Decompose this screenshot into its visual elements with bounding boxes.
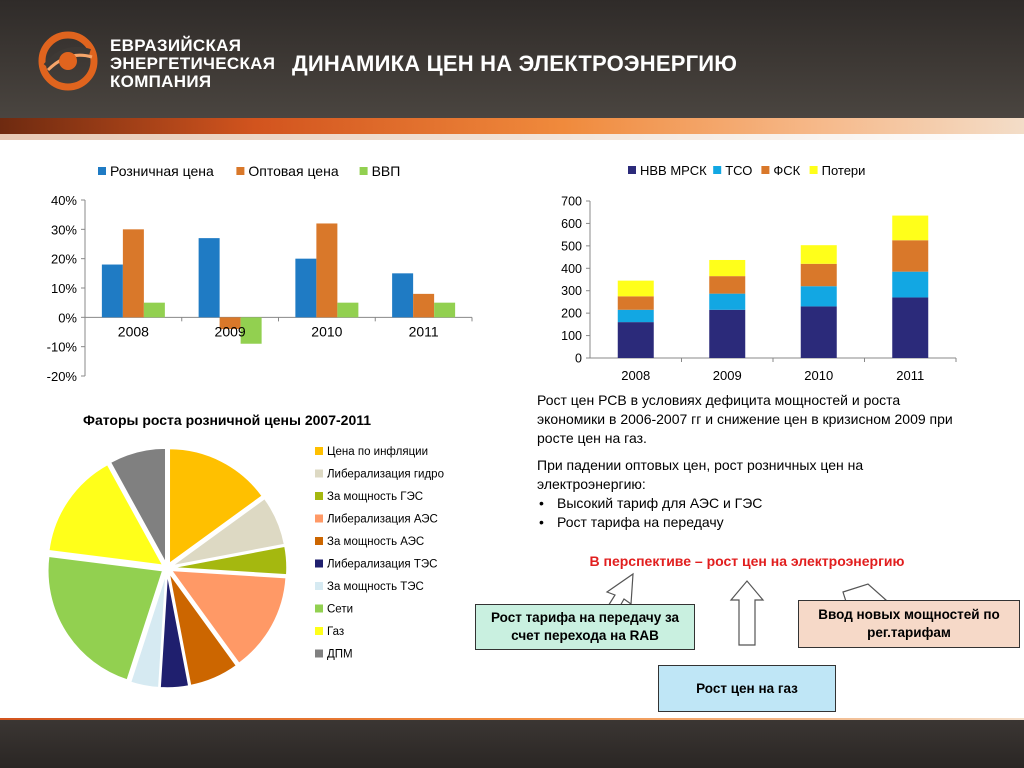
logo-line-3: КОМПАНИЯ [110, 72, 212, 91]
x-tick-label: 2009 [214, 323, 246, 340]
stacked-bar-segment [892, 240, 928, 271]
bar [337, 303, 358, 318]
stacked-bar-segment [801, 286, 837, 306]
legend-label: Сети [327, 603, 354, 616]
legend-swatch [315, 605, 323, 613]
logo-line-2: ЭНЕРГЕТИЧЕСКАЯ [110, 54, 276, 73]
company-logo-icon [34, 30, 102, 92]
y-tick-label: -20% [46, 369, 77, 384]
header-banner [0, 0, 1024, 118]
stacked-bar-segment [801, 264, 837, 286]
y-tick-label: 600 [561, 216, 582, 231]
legend-label: Цена по инфляции [327, 446, 429, 458]
legend-label: За мощность ТЭС [327, 581, 424, 593]
stacked-bar-segment [709, 310, 745, 358]
y-tick-label: 700 [561, 194, 582, 209]
legend-swatch [236, 167, 244, 175]
legend-label: Потери [821, 163, 866, 178]
legend-label: ФСК [773, 163, 801, 178]
y-tick-label: 500 [561, 239, 582, 254]
wholesale-fall-text [537, 456, 967, 532]
retail-price-factors-pie-chart [20, 400, 510, 700]
x-tick-label: 2010 [804, 368, 834, 383]
stacked-bar-segment [618, 296, 654, 309]
stacked-bar-segment [892, 297, 928, 358]
legend-label: Либерализация ТЭС [327, 558, 438, 571]
perspective-headline: В перспективе – рост цен на электроэнергию [589, 553, 905, 569]
new-capacity-box: Ввод новых мощностей по рег.тарифам [798, 600, 1020, 648]
y-tick-label: 200 [561, 306, 582, 321]
gas-price-box: Рост цен на газ [658, 665, 836, 712]
y-tick-label: 30% [50, 222, 77, 238]
bar [316, 223, 337, 317]
legend-swatch [360, 167, 368, 175]
y-tick-label: 300 [561, 284, 582, 299]
legend-label: ТСО [725, 163, 753, 178]
legend-swatch [628, 166, 636, 174]
legend-label: За мощность ГЭС [327, 491, 424, 503]
legend-swatch [315, 582, 323, 590]
bar [199, 238, 220, 317]
legend-swatch [98, 167, 106, 175]
legend-label: ДПМ [327, 648, 353, 661]
y-tick-label: 40% [50, 193, 77, 208]
header-accent-stripe [0, 118, 1024, 134]
reason-item: • Рост тарифа на передачу [537, 513, 967, 532]
bar [144, 303, 165, 318]
legend-swatch [315, 650, 323, 658]
y-tick-label: 20% [50, 251, 77, 267]
legend-swatch [713, 166, 721, 174]
stacked-bar-segment [801, 245, 837, 264]
wholesale-fall-intro: При падении оптовых цен, рост розничных цен на электроэнергию: [537, 457, 864, 492]
x-tick-label: 2008 [117, 323, 149, 340]
stacked-bar-segment [709, 260, 745, 276]
legend-label: За мощность АЭС [327, 536, 425, 548]
footer-bar [0, 720, 1024, 768]
legend-label: Розничная цена [110, 163, 214, 179]
x-tick-label: 2011 [408, 323, 439, 340]
reasons-list [537, 494, 967, 532]
legend-label: Оптовая цена [248, 163, 339, 179]
stacked-bar-segment [709, 294, 745, 310]
legend-swatch [810, 166, 818, 174]
reason-item: • Высокий тариф для АЭС и ГЭС [537, 494, 967, 513]
stacked-bar-segment [892, 272, 928, 298]
legend-swatch [315, 515, 323, 523]
x-tick-label: 2011 [896, 368, 925, 383]
grid-tariff-stacked-chart [530, 150, 970, 390]
legend-swatch [761, 166, 769, 174]
arrow-up-center-icon [731, 581, 763, 645]
legend-swatch [315, 627, 323, 635]
y-tick-label: 100 [561, 329, 582, 344]
legend-label: ВВП [371, 163, 401, 179]
legend-swatch [315, 470, 323, 478]
bar [392, 273, 413, 317]
y-tick-label: 0 [575, 351, 582, 366]
bar [295, 259, 316, 318]
rab-tariff-box: Рост тарифа на передачу за счет перехода на RAB [475, 604, 695, 650]
stacked-bar-segment [709, 276, 745, 293]
x-tick-label: 2010 [311, 323, 343, 340]
bar [413, 294, 434, 317]
y-tick-label: -10% [46, 339, 77, 355]
bar [434, 303, 455, 318]
legend-swatch [315, 560, 323, 568]
stacked-bar-segment [892, 216, 928, 241]
pie-title: Фаторы роста розничной цены 2007-2011 [83, 412, 372, 428]
x-tick-label: 2008 [621, 368, 651, 383]
legend-swatch [315, 447, 323, 455]
price-growth-bar-chart [20, 150, 490, 390]
y-tick-label: 400 [561, 261, 582, 276]
page-title: ДИНАМИКА ЦЕН НА ЭЛЕКТРОЭНЕРГИЮ [292, 51, 738, 76]
stacked-bar-segment [618, 281, 654, 297]
bar [102, 265, 123, 318]
x-tick-label: 2009 [712, 368, 742, 383]
legend-label: НВВ МРСК [640, 163, 707, 178]
legend-swatch [315, 492, 323, 500]
stacked-bar-segment [618, 322, 654, 358]
y-tick-label: 10% [50, 281, 77, 296]
rsv-growth-text: Рост цен РСВ в условиях дефицита мощностей и роста экономики в 2006-2007 гг и снижение цен в кризисном 2009 при росте цен на газ. [537, 392, 953, 446]
bar [123, 229, 144, 317]
legend-label: Газ [327, 626, 345, 638]
logo-line-1: ЕВРАЗИЙСКАЯ [110, 36, 242, 55]
y-tick-label: 0% [58, 310, 77, 326]
header-fade-stripe [0, 134, 1024, 140]
company-logo-text [110, 37, 275, 91]
stacked-bar-segment [801, 306, 837, 358]
legend-label: Либерализация АЭС [327, 513, 438, 526]
stacked-bar-segment [618, 310, 654, 322]
legend-label: Либерализация гидро [327, 468, 444, 481]
legend-swatch [315, 537, 323, 545]
